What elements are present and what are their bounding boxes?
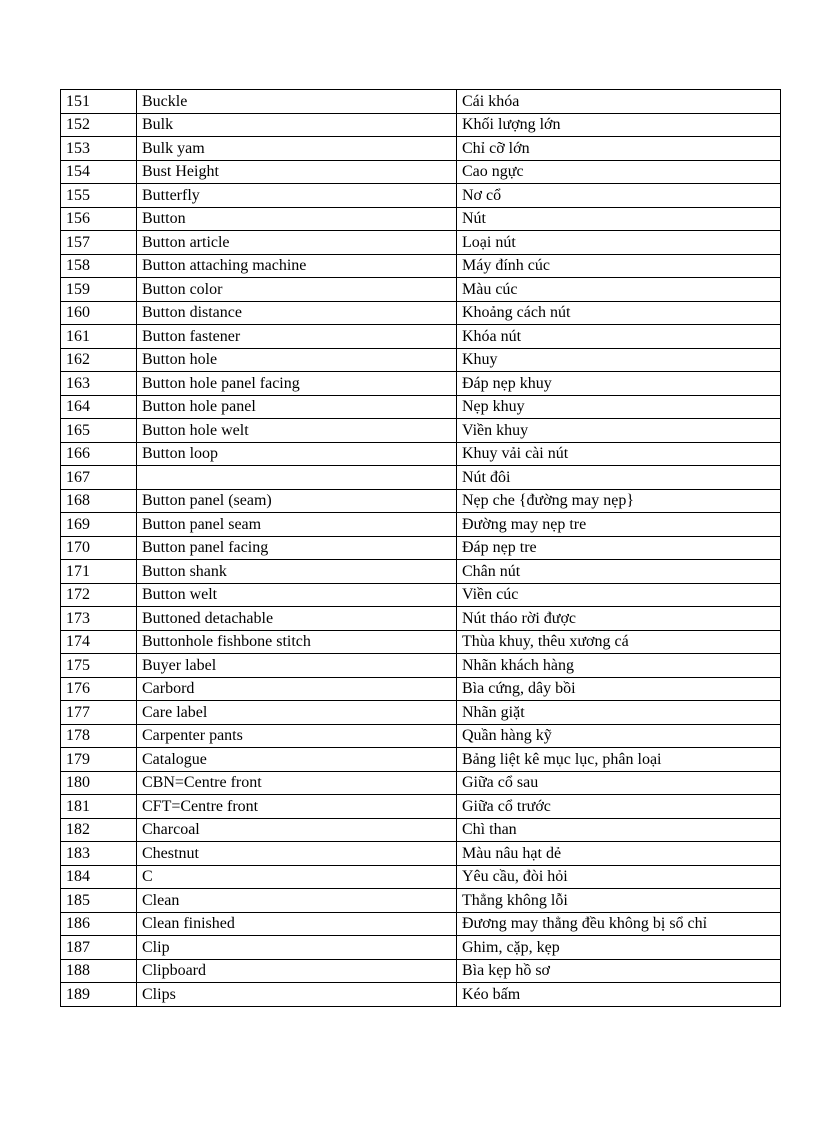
vietnamese-term-cell: Đáp nẹp tre <box>457 536 781 560</box>
table-row <box>61 301 781 325</box>
table-row <box>61 513 781 537</box>
vietnamese-term-cell: Nhãn giặt <box>457 701 781 725</box>
english-term-cell: Button hole panel <box>137 395 457 419</box>
row-number-cell: 160 <box>61 301 137 325</box>
english-term-cell: Bust Height <box>137 160 457 184</box>
row-number-cell: 188 <box>61 959 137 983</box>
row-number-cell: 185 <box>61 889 137 913</box>
english-term-cell: Buyer label <box>137 654 457 678</box>
glossary-table <box>60 89 781 1007</box>
english-term-cell: Clip <box>137 936 457 960</box>
row-number-cell: 152 <box>61 113 137 137</box>
table-row <box>61 724 781 748</box>
table-row <box>61 583 781 607</box>
vietnamese-term-cell: Viền cúc <box>457 583 781 607</box>
row-number-cell: 183 <box>61 842 137 866</box>
vietnamese-term-cell: Đáp nẹp khuy <box>457 372 781 396</box>
english-term-cell: Button distance <box>137 301 457 325</box>
english-term-cell: Bulk yam <box>137 137 457 161</box>
row-number-cell: 170 <box>61 536 137 560</box>
vietnamese-term-cell: Thùa khuy, thêu xương cá <box>457 630 781 654</box>
table-row <box>61 536 781 560</box>
english-term-cell: Bulk <box>137 113 457 137</box>
table-row <box>61 630 781 654</box>
table-row <box>61 113 781 137</box>
row-number-cell: 184 <box>61 865 137 889</box>
english-term-cell: Clipboard <box>137 959 457 983</box>
vietnamese-term-cell: Khối lượng lớn <box>457 113 781 137</box>
english-term-cell: CBN=Centre front <box>137 771 457 795</box>
english-term-cell: Button article <box>137 231 457 255</box>
vietnamese-term-cell: Giữa cổ sau <box>457 771 781 795</box>
vietnamese-term-cell: Khuy vải cài nút <box>457 442 781 466</box>
vietnamese-term-cell: Chỉ cỡ lớn <box>457 137 781 161</box>
vietnamese-term-cell: Bìa cứng, dây bồi <box>457 677 781 701</box>
table-row <box>61 466 781 490</box>
table-row <box>61 677 781 701</box>
row-number-cell: 155 <box>61 184 137 208</box>
row-number-cell: 158 <box>61 254 137 278</box>
table-row <box>61 560 781 584</box>
vietnamese-term-cell: Yêu cầu, đòi hỏi <box>457 865 781 889</box>
table-row <box>61 912 781 936</box>
row-number-cell: 163 <box>61 372 137 396</box>
vietnamese-term-cell: Loại nút <box>457 231 781 255</box>
row-number-cell: 173 <box>61 607 137 631</box>
table-row <box>61 842 781 866</box>
row-number-cell: 186 <box>61 912 137 936</box>
english-term-cell: Button hole panel facing <box>137 372 457 396</box>
row-number-cell: 157 <box>61 231 137 255</box>
document-page <box>60 89 780 1007</box>
row-number-cell: 182 <box>61 818 137 842</box>
row-number-cell: 174 <box>61 630 137 654</box>
english-term-cell: Catalogue <box>137 748 457 772</box>
row-number-cell: 151 <box>61 90 137 114</box>
row-number-cell: 168 <box>61 489 137 513</box>
row-number-cell: 172 <box>61 583 137 607</box>
table-row <box>61 254 781 278</box>
row-number-cell: 177 <box>61 701 137 725</box>
row-number-cell: 156 <box>61 207 137 231</box>
row-number-cell: 161 <box>61 325 137 349</box>
english-term-cell: Carbord <box>137 677 457 701</box>
vietnamese-term-cell: Đường may nẹp tre <box>457 513 781 537</box>
vietnamese-term-cell: Khoảng cách nút <box>457 301 781 325</box>
vietnamese-term-cell: Cao ngực <box>457 160 781 184</box>
vietnamese-term-cell: Viền khuy <box>457 419 781 443</box>
english-term-cell: Clips <box>137 983 457 1007</box>
table-row <box>61 983 781 1007</box>
table-row <box>61 137 781 161</box>
table-row <box>61 936 781 960</box>
row-number-cell: 164 <box>61 395 137 419</box>
row-number-cell: 166 <box>61 442 137 466</box>
vietnamese-term-cell: Quần hàng kỹ <box>457 724 781 748</box>
vietnamese-term-cell: Thẳng không lỗi <box>457 889 781 913</box>
english-term-cell: Carpenter pants <box>137 724 457 748</box>
vietnamese-term-cell: Nẹp che {đường may nẹp} <box>457 489 781 513</box>
english-term-cell: Charcoal <box>137 818 457 842</box>
row-number-cell: 162 <box>61 348 137 372</box>
english-term-cell: Buckle <box>137 90 457 114</box>
row-number-cell: 153 <box>61 137 137 161</box>
english-term-cell: Button attaching machine <box>137 254 457 278</box>
vietnamese-term-cell: Nút đôi <box>457 466 781 490</box>
row-number-cell: 171 <box>61 560 137 584</box>
vietnamese-term-cell: Nơ cổ <box>457 184 781 208</box>
english-term-cell: Chestnut <box>137 842 457 866</box>
table-row <box>61 325 781 349</box>
english-term-cell: C <box>137 865 457 889</box>
english-term-cell: Clean <box>137 889 457 913</box>
table-row <box>61 207 781 231</box>
english-term-cell: Buttoned detachable <box>137 607 457 631</box>
vietnamese-term-cell: Chì than <box>457 818 781 842</box>
table-row <box>61 395 781 419</box>
row-number-cell: 175 <box>61 654 137 678</box>
table-row <box>61 419 781 443</box>
table-row <box>61 865 781 889</box>
row-number-cell: 179 <box>61 748 137 772</box>
english-term-cell: Button welt <box>137 583 457 607</box>
english-term-cell <box>137 466 457 490</box>
table-row <box>61 818 781 842</box>
row-number-cell: 159 <box>61 278 137 302</box>
table-row <box>61 748 781 772</box>
vietnamese-term-cell: Ghim, cặp, kẹp <box>457 936 781 960</box>
table-row <box>61 654 781 678</box>
english-term-cell: Button hole <box>137 348 457 372</box>
english-term-cell: Button shank <box>137 560 457 584</box>
row-number-cell: 181 <box>61 795 137 819</box>
table-row <box>61 348 781 372</box>
vietnamese-term-cell: Nẹp khuy <box>457 395 781 419</box>
glossary-table-body <box>61 90 781 1007</box>
table-row <box>61 889 781 913</box>
english-term-cell: Button hole welt <box>137 419 457 443</box>
english-term-cell: Button panel (seam) <box>137 489 457 513</box>
table-row <box>61 607 781 631</box>
row-number-cell: 165 <box>61 419 137 443</box>
vietnamese-term-cell: Màu nâu hạt dẻ <box>457 842 781 866</box>
table-row <box>61 372 781 396</box>
vietnamese-term-cell: Bảng liệt kê mục lục, phân loại <box>457 748 781 772</box>
vietnamese-term-cell: Cái khóa <box>457 90 781 114</box>
vietnamese-term-cell: Chân nút <box>457 560 781 584</box>
english-term-cell: Button panel seam <box>137 513 457 537</box>
vietnamese-term-cell: Khóa nút <box>457 325 781 349</box>
row-number-cell: 154 <box>61 160 137 184</box>
english-term-cell: Care label <box>137 701 457 725</box>
row-number-cell: 167 <box>61 466 137 490</box>
table-row <box>61 795 781 819</box>
table-row <box>61 771 781 795</box>
vietnamese-term-cell: Kéo bấm <box>457 983 781 1007</box>
vietnamese-term-cell: Nút tháo rời được <box>457 607 781 631</box>
vietnamese-term-cell: Giữa cổ trước <box>457 795 781 819</box>
english-term-cell: Buttonhole fishbone stitch <box>137 630 457 654</box>
english-term-cell: Button fastener <box>137 325 457 349</box>
vietnamese-term-cell: Nhãn khách hàng <box>457 654 781 678</box>
table-row <box>61 231 781 255</box>
vietnamese-term-cell: Khuy <box>457 348 781 372</box>
vietnamese-term-cell: Đương may thẳng đều không bị sổ chỉ <box>457 912 781 936</box>
english-term-cell: CFT=Centre front <box>137 795 457 819</box>
row-number-cell: 180 <box>61 771 137 795</box>
vietnamese-term-cell: Màu cúc <box>457 278 781 302</box>
row-number-cell: 189 <box>61 983 137 1007</box>
table-row <box>61 160 781 184</box>
english-term-cell: Button color <box>137 278 457 302</box>
vietnamese-term-cell: Bìa kẹp hồ sơ <box>457 959 781 983</box>
table-row <box>61 90 781 114</box>
english-term-cell: Button loop <box>137 442 457 466</box>
english-term-cell: Butterfly <box>137 184 457 208</box>
english-term-cell: Button <box>137 207 457 231</box>
table-row <box>61 442 781 466</box>
table-row <box>61 184 781 208</box>
row-number-cell: 187 <box>61 936 137 960</box>
english-term-cell: Button panel facing <box>137 536 457 560</box>
table-row <box>61 489 781 513</box>
row-number-cell: 169 <box>61 513 137 537</box>
row-number-cell: 176 <box>61 677 137 701</box>
row-number-cell: 178 <box>61 724 137 748</box>
english-term-cell: Clean finished <box>137 912 457 936</box>
table-row <box>61 701 781 725</box>
table-row <box>61 959 781 983</box>
vietnamese-term-cell: Nút <box>457 207 781 231</box>
vietnamese-term-cell: Máy đính cúc <box>457 254 781 278</box>
table-row <box>61 278 781 302</box>
